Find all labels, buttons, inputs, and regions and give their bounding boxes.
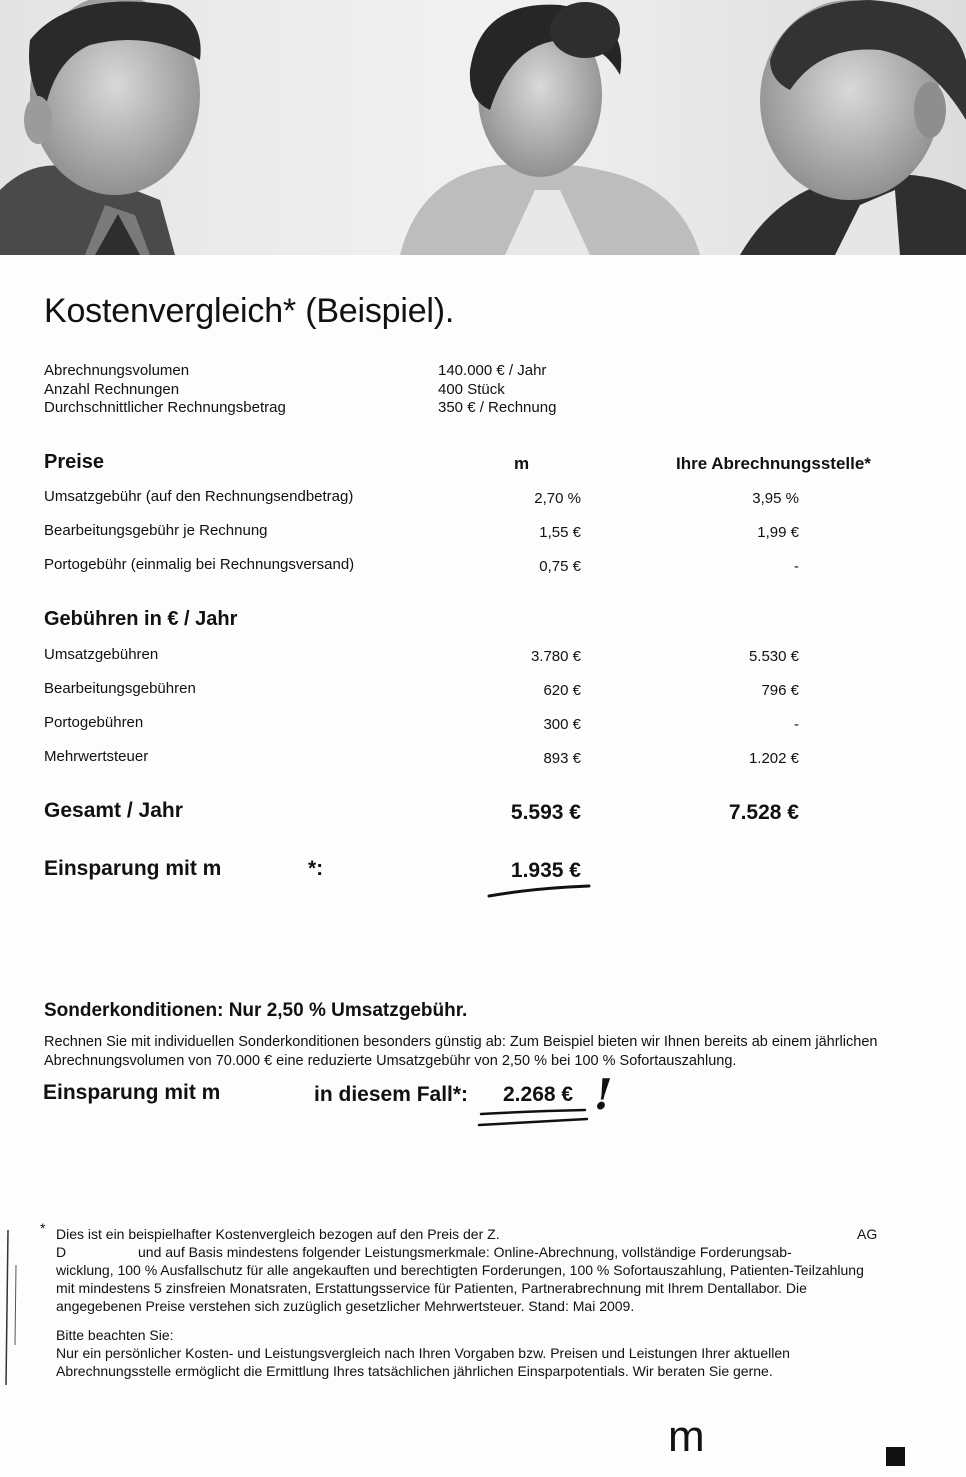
fee-row-value-m: 620 € [543,682,581,699]
special-saving-label: Einsparung mit m [43,1081,221,1104]
price-row-value-m: 0,75 € [539,558,581,575]
basis-label: Anzahl Rechnungen [44,380,180,398]
price-row-label: Portogebühr (einmalig bei Rechnungsversand) [44,556,355,573]
fees-heading: Gebühren in € / Jahr [44,608,238,630]
special-saving-case: in diesem Fall*: [314,1083,469,1106]
handwritten-exclamation: ! [594,1070,613,1119]
price-row-value-m: 2,70 % [534,490,581,507]
prices-heading: Preise [44,451,105,473]
basis-value: 350 € / Rechnung [438,399,557,416]
margin-mark [2,1225,24,1395]
fee-row-value-m: 893 € [543,750,581,767]
basis-label: Durchschnittlicher Rechnungsbetrag [44,399,286,416]
fee-row-value-m: 300 € [543,716,581,733]
basis-label: Abrechnungsvolumen [44,362,190,379]
note-heading: Bitte beachten Sie: [56,1327,174,1343]
fee-row-value-other: - [794,716,799,733]
special-heading: Sonderkonditionen: Nur 2,50 % Umsatzgebühr. [44,1000,468,1021]
price-row-value-other: 3,95 % [752,490,799,507]
column-header-abrechnungsstelle: Ihre Abrechnungsstelle* [676,454,871,473]
basis-value: 400 Stück [438,380,505,398]
page-title: Kostenvergleich* (Beispiel). [44,292,455,330]
fee-row-value-other: 5.530 € [748,648,799,665]
price-row-value-m: 1,55 € [539,524,581,541]
fee-row-value-m: 3.780 € [530,648,581,665]
header-photo [0,0,966,255]
footnote-line2-prefix: D [56,1244,67,1260]
column-header-m: m [514,454,530,473]
footnote-line1-suffix: AG [857,1226,878,1242]
saving-value: 1.935 € [510,859,581,882]
fee-row-label: Umsatzgebühren [44,646,159,663]
fee-row-label: Bearbeitungsgebühren [44,680,196,697]
price-row-value-other: - [794,558,799,575]
special-saving-value: 2.268 € [503,1083,574,1106]
footnote-line2: und auf Basis mindestens folgender Leistungsmerkmale: Online-Abrechnung, vollständige Forderungsab- [138,1244,792,1260]
square-mark [886,1447,905,1466]
price-row-label: Umsatzgebühr (auf den Rechnungsendbetrag) [44,488,354,505]
footnote-text: wicklung, 100 % Ausfallschutz für alle angekauften und berechtigten Forderungen, 100 % Sofortauszahlung, Patienten-Teilzahlung mit mindestens 5 zinsfreien Monatsraten, Erstattungsservice für Patienten, Partnerabrechnung mit Ihrem Dentallabor. Die angegebenen Preise verstehen sich zuzüglich gesetzlicher Mehrwertsteuer. Stand: Mai 2009. [56,1262,864,1314]
basis-labels [44,362,286,418]
brand-logo: m [668,1412,705,1461]
fee-row-label: Mehrwertsteuer [44,748,149,765]
total-value-m: 5.593 € [510,801,581,824]
price-row-value-other: 1,99 € [757,524,799,541]
special-text: Rechnen Sie mit individuellen Sonderkonditionen besonders günstig ab: Zum Beispiel bieten wir Ihnen bereits ab einem jährlichen Abrechnungsvolumen von 70.000 € eine reduzierte Umsatzgebühr von 2,50 % bei 100 % Sofortauszahlung. [44,1034,878,1069]
basis-values [438,362,556,418]
fee-row-value-other: 796 € [761,682,799,699]
handwritten-double-underline [475,1105,595,1131]
fee-row-label: Portogebühren [44,714,144,731]
saving-label: Einsparung mit m [44,857,222,880]
total-label: Gesamt / Jahr [44,799,183,822]
fee-row-value-other: 1.202 € [748,750,799,767]
basis-value: 140.000 € / Jahr [438,362,547,379]
price-row-label: Bearbeitungsgebühr je Rechnung [44,522,268,539]
saving-star: *: [308,857,324,880]
footnote-line1: Dies ist ein beispielhafter Kostenvergleich bezogen auf den Preis der Z. [56,1226,500,1242]
total-value-other: 7.528 € [728,801,799,824]
footnote-star: * [40,1220,46,1236]
note-text: Nur ein persönlicher Kosten- und Leistungsvergleich nach Ihren Vorgaben bzw. Preisen und Leistungen Ihrer aktuellen Abrechnungsstelle ermöglicht die Ermittlung Ihres tatsächlichen jährlichen Einsparpotentials. Wir beraten Sie gerne. [56,1345,790,1379]
handwritten-underline [485,880,595,902]
